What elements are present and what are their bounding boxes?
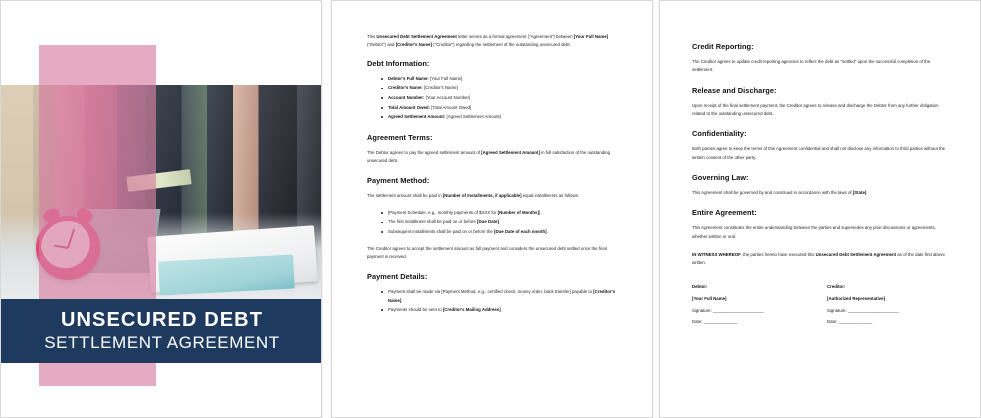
signature-column-debtor [692, 284, 821, 330]
list-item [381, 228, 619, 236]
debt-item-value: [Your Account Number] [424, 94, 471, 100]
signature-role-debtor: Debtor: [692, 283, 708, 289]
detail-text-post: . [500, 307, 502, 313]
cover-title-banner [1, 299, 322, 363]
payment-method-text-c: equal installments as follows: [521, 193, 579, 199]
list-item [381, 75, 619, 83]
schedule-text-pre: The first installment shall be paid on or before [388, 219, 478, 225]
payment-schedule-list [367, 209, 619, 237]
governing-law-paragraph [692, 189, 950, 197]
signature-line-creditor[interactable]: Signature: _____________________ [827, 307, 899, 313]
page-subtitle: SETTLEMENT AGREEMENT [44, 332, 280, 352]
signature-role-creditor: Creditor: [827, 283, 846, 289]
heading-agreement-terms: Agreement Terms: [367, 132, 433, 142]
page-3-content [692, 33, 950, 330]
signature-column-creditor [821, 284, 950, 330]
signature-block [692, 284, 950, 330]
governing-law-text-c: . [866, 189, 868, 195]
detail-placeholder: [Creditor's Mailing Address] [442, 307, 501, 313]
payment-method-text-a: The settlement amount shall be paid in [367, 193, 443, 199]
intro-text-a: This [367, 34, 377, 39]
payment-details-list [367, 288, 619, 315]
intro-text-e: ("Debtor") and [367, 42, 396, 48]
witness-text-d: as of the date first above written. [692, 251, 945, 266]
list-item [381, 306, 619, 314]
debt-item-value: [Agreed Settlement Amount] [445, 114, 501, 120]
debt-item-label: Agreed Settlement Amount: [388, 114, 446, 120]
witness-agreement-name: Unsecured Debt Settlement Agreement [815, 251, 897, 257]
list-item [381, 209, 619, 217]
schedule-placeholder: [Due Date] [477, 219, 499, 225]
schedule-placeholder: [Number of Months] [497, 209, 539, 215]
schedule-text-post: ]. [538, 209, 542, 215]
schedule-text-pre: Subsequent installments shall be paid on or before the [388, 229, 495, 235]
debt-information-list [367, 75, 619, 122]
confidentiality-paragraph: Both parties agree to keep the terms of this Agreement confidential and shall not disclose any information to third parties without the written consent of the other party. [692, 146, 946, 160]
governing-law-text-a: This Agreement shall be governed by and construed in accordance with the laws of [692, 189, 853, 195]
heading-governing-law: Governing Law: [692, 172, 749, 182]
intro-text-g: ("Creditor") regarding the settlement of the outstanding unsecured debt. [431, 42, 571, 48]
heading-release-and-discharge: Release and Discharge: [692, 85, 777, 95]
schedule-text-post: . [498, 219, 501, 225]
schedule-text-post: . [546, 229, 548, 235]
heading-confidentiality: Confidentiality: [692, 129, 747, 139]
detail-text-pre: Payment shall be made via [Payment Method, e.g., certified check, money order, bank transfer] payable to [388, 289, 594, 295]
debt-item-value: [Creditor's Name] [422, 85, 458, 91]
detail-text-pre: Payments should be sent to [388, 307, 443, 313]
agreement-terms-text-c: in full satisfaction of the outstanding unsecured debt. [367, 149, 610, 164]
list-item [381, 104, 619, 112]
heading-payment-details: Payment Details: [367, 272, 428, 282]
agreement-terms-amount-placeholder: [Agreed Settlement Amount] [481, 149, 540, 155]
list-item [381, 84, 619, 92]
page-2-content [367, 33, 619, 323]
intro-creditor-placeholder: [Creditor's Name] [395, 42, 432, 48]
signature-line-debtor[interactable]: Signature: _____________________ [692, 307, 764, 313]
payment-method-paragraph [367, 192, 619, 200]
payment-method-closing: The Creditor agrees to accept the settlement amount as full payment and considers the unsecured debt settled once the final payment is received. [367, 245, 607, 259]
list-item [381, 218, 619, 226]
date-line-debtor[interactable]: Date: ______________ [692, 318, 738, 324]
heading-payment-method: Payment Method: [367, 176, 430, 186]
schedule-placeholder: [Due Date of each month] [494, 229, 547, 235]
witness-text-b: , the parties hereto have executed this [740, 251, 816, 257]
list-item [381, 94, 619, 102]
schedule-text-pre: [Payment Schedule, e.g., monthly payments of $XXX for [388, 209, 498, 215]
debt-item-value: [Your Full Name] [428, 75, 463, 81]
list-item [381, 288, 619, 305]
witness-paragraph [692, 251, 950, 268]
witness-lead: IN WITNESS WHEREOF [692, 251, 741, 257]
debt-item-label: Account Number: [388, 94, 425, 100]
agreement-terms-text-a: The Debtor agrees to pay the agreed settlement amount of [367, 149, 482, 155]
detail-placeholder: [Creditor's Name] [388, 289, 616, 303]
debt-item-label: Total Amount Owed: [388, 104, 430, 110]
detail-text-post: . [401, 297, 403, 303]
intro-paragraph [367, 33, 619, 50]
governing-law-state-placeholder: [State] [852, 189, 867, 195]
intro-text-c: letter serves as a formal agreement ("Agreement") between [456, 34, 574, 39]
list-item [381, 113, 619, 121]
heading-credit-reporting: Credit Reporting: [692, 42, 754, 51]
intro-debtor-placeholder: [Your Full Name] [573, 34, 609, 39]
payment-method-installments-placeholder: [Number of Installments, if applicable] [442, 193, 522, 199]
signature-name-debtor: [Your Full Name] [692, 295, 727, 301]
document-page-cover[interactable] [0, 0, 322, 418]
signature-name-creditor: [Authorized Representative] [827, 295, 885, 301]
release-and-discharge-paragraph: Upon receipt of the final settlement payment, the Creditor agrees to release and discharge the Debtor from any further obligation related to the outstanding unsecured debt. [692, 102, 939, 116]
agreement-terms-paragraph [367, 149, 619, 166]
entire-agreement-paragraph: This Agreement constitutes the entire understanding between the parties and supersedes any prior discussions or agreements, whether written or oral. [692, 225, 936, 239]
heading-debt-information: Debt Information: [367, 58, 430, 68]
debt-item-label: Creditor's Name: [388, 85, 423, 91]
credit-reporting-paragraph: The Creditor agrees to update credit reporting agencies to reflect the debt as "settled" upon the successful completion of the settlement. [692, 59, 931, 73]
date-line-creditor[interactable]: Date: ______________ [827, 318, 873, 324]
heading-entire-agreement: Entire Agreement: [692, 208, 757, 218]
debt-item-value: [Total Amount Owed] [429, 104, 472, 110]
document-page-3[interactable] [659, 0, 981, 418]
debt-item-label: Debtor's Full Name: [388, 75, 429, 81]
intro-agreement-name: Unsecured Debt Settlement Agreement [376, 34, 457, 39]
page-title: UNSECURED DEBT [60, 309, 264, 332]
document-page-2[interactable] [331, 0, 653, 418]
